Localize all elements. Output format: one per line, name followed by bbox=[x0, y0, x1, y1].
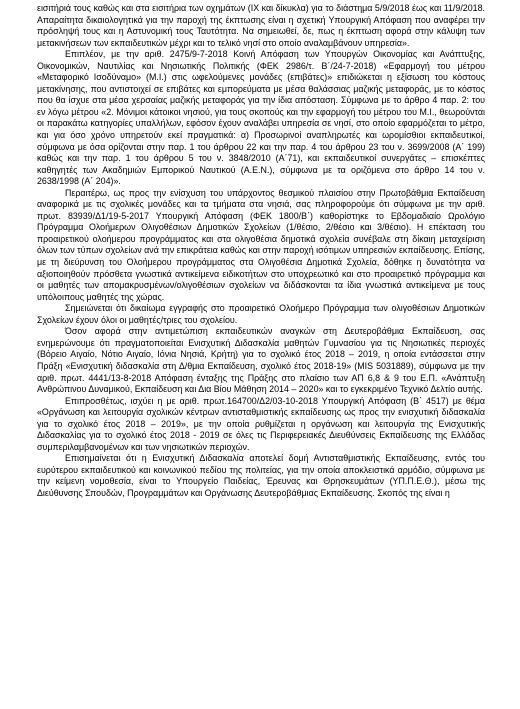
paragraph-transport-equivalent: Επιπλέον, με την αριθ. 2475/9-7-2018 Κοινή Απόφαση των Υπουργών Οικονομίας και Ανάπτυξης, Οικονομικών, Ναυτιλίας και Νησιωτικής Πολιτικής (ΦΕΚ 2986/τ. Β΄/24-7-2018) «Εφαρμογή του μέτρου «Μεταφορικό Ισοδύναμο» (Μ.Ι.) στις ωφελούμενες μονάδες (επιβάτες)» επιδιώκεται η εξίσωση του κόστους μετακίνησης, που αντιστοιχεί σε επιβάτες και εμπορεύματα με μέσα θαλάσσιας μαζικής μεταφοράς, με το κόστος που θα ίσχυε στα μέσα χερσαίας μαζικής μεταφοράς για την ίδια απόσταση. Σύμφωνα με το άρθρο 4 παρ. 2: του εν λόγω μέτρου «2. Μόνιμοι κάτοικοι νησιού, για τους σκοπούς και την εφαρμογή του μέτρου του Μ.Ι., θεωρούνται οι παρακάτω κατηγορίες υπαλλήλων, εφόσον έχουν αναλάβει υπηρεσία σε νησί, στο οποίο εφαρμόζεται το μέτρο, και για όσο χρόνο υπηρετούν εκεί πραγματικά: α) Προσωρινοί αναπληρωτές και ωρομίσθιοι εκπαιδευτικοί, σύμφωνα με όσα ορίζονται στην παρ. 1 του άρθρου 22 και την παρ. 4 του άρθρου 23 του ν. 3699/2008 (Α΄ 199) καθώς και την παρ. 1 του άρθρου 5 του ν. 3848/2010 (Α΄71), και εκπαιδευτικοί συνεργάτες – επισκέπτες καθηγητές των Ακαδημιών Εμπορικού Ναυτικού (Α.Ε.Ν.), σύμφωνα με τα οριζόμενα στο άρθρο 14 του ν. 2638/1998 (Α΄ 204)». bbox=[37, 49, 485, 187]
paragraph-ministerial-decision: Επιπροσθέτως, ισχύει η με αριθ. πρωτ.164700/Δ2/03-10-2018 Υπουργική Απόφαση (Β΄ 4517) με θέμα «Οργάνωση και λειτουργία σχολικών κέντρων αντισταθμιστικής εκπαίδευσης ως προς την ενισχυτική διδασκαλία για το σχολικό έτος 2018 – 2019», με την οποία ρυθμίζεται η οργάνωση και λειτουργία της Ενισχυτικής Διδασκαλίας για το σχολικό έτος 2018 - 2019 σε όλες τις Περιφερειακές Διευθύνσεις Εκπαίδευσης της Ελλάδας συμπεριλαμβανομένων και των νησιωτικών περιοχών. bbox=[37, 395, 485, 452]
paragraph-primary-education: Περαιτέρω, ως προς την ενίσχυση του υπάρχοντος θεσμικού πλαισίου στην Πρωτοβάθμια Εκπαίδευση αναφορικά με τις σχολικές μονάδες και τα τμήματα στα νησιά, σας πληροφορούμε ότι σύμφωνα με την αριθ. πρωτ. 83939/Δ1/19-5-2017 Υπουργική Απόφαση (ΦΕΚ 1800/Β΄) καθορίστηκε το Εβδομαδιαίο Ωρολόγιο Πρόγραμμα Ολοήμερων Ολιγοθέσιων Δημοτικών Σχολείων (1/θέσιο, 2/θέσιο και 3/θέσιο). Η επέκταση του προαιρετικού ολοήμερου προγράμματος και στα ολιγοθέσια δημοτικά σχολεία συνέβαλε στη δίκαιη μεταχείριση όλων των τύπων σχολείων ανά την επικράτεια καθώς και στην παροχή ισότιμων υπηρεσιών εκπαίδευσης. Επίσης, με τη διεύρυνση του Ολοήμερου προγράμματος στα Ολιγοθέσια Δημοτικά Σχολεία, δόθηκε η δυνατότητα να αξιοποιηθούν πρόσθετα γνωστικά αντικείμενα ειδικοτήτων στο υποχρεωτικό και στο προαιρετικό πρόγραμμα και οι μαθητές των απομακρυσμένων/ολιγοθέσιων σχολείων να διδάσκονται τα ίδια γνωστικά αντικείμενα με τους υπόλοιπους μαθητές της χώρας. bbox=[37, 187, 486, 302]
paragraph-continued: εισιτήριά τους καθώς και στα εισιτήρια των οχημάτων (ΙΧ και δίκυκλα) για το διάστημα 5/9/2018 έως και 11/9/2018. Απαραίτητα δικαιολογητικά για την παροχή της έκπτωσης είναι η σχετική Υπουργική Απόφαση που αναφέρει την πρόσληψή τους και η Αστυνομική τους Ταυτότητα. Να σημειωθεί, δε, πως η έκπτωση αφορά στην κάλυψη των μετακινήσεων των εκπαιδευτικών μέχρι και το τελικό νησί στο οποίο αναλαμβάνουν υπηρεσία». bbox=[37, 3, 485, 48]
paragraph-secondary-education: Όσον αφορά στην αντιμετώπιση εκπαιδευτικών αναγκών στη Δευτεροβάθμια Εκπαίδευση, σας ενημερώνουμε ότι πραγματοποιείται Ενισχυτική Διδασκαλία μαθητών Γυμνασίου για τις Νησιωτικές περιοχές (Βόρειο Αιγαίο, Νότιο Αιγαίο, Ιόνια Νησιά, Κρήτη) για το σχολικό έτος 2018 – 2019, η οποία εντάσσεται στην Πράξη «Ενισχυτική διδασκαλία στη Δ/θμια Εκπαίδευση, σχολικό έτος 2018-19» (MIS 5031889), σύμφωνα με την αριθ. πρωτ. 4441/13-8-2018 Απόφαση ένταξης της Πράξης στο πλαίσιο των ΑΠ 6,8 & 9 του Ε.Π. «Ανάπτυξη Ανθρώπινου Δυναμικού, Εκπαίδευση και Δια Βίου Μάθηση 2014 – 2020» και το εγκεκριμένο Τεχνικό Δελτίο αυτής. bbox=[37, 326, 485, 395]
paragraph-remedial-teaching: Επισημαίνεται ότι η Ενισχυτική Διδασκαλία αποτελεί δομή Αντισταθμιστικής Εκπαίδευσης, εντός του ευρύτερου εκπαιδευτικού και κοινωνικού πεδίου της πολιτείας, για την οποία αποκλειστικά αρμόδιο, σύμφωνα με την κείμενη νομοθεσία, είναι το Υπουργείο Παιδείας, Έρευνας και Θρησκευμάτων (ΥΠ.Π.Ε.Θ.), μέσω της Διεύθυνσης Σπουδών, Προγραμμάτων και Οργάνωσης Δευτεροβάθμιας Εκπαίδευσης. Σκοπός της είναι η bbox=[37, 453, 485, 498]
paragraph-all-day-enrollment: Σημειώνεται ότι δικαίωμα εγγραφής στο προαιρετικό Ολοήμερο Πρόγραμμα των ολιγοθέσιων Δημοτικών Σχολείων έχουν όλοι οι μαθητές/τριες του σχολείου. bbox=[37, 303, 485, 325]
document-body bbox=[37, 3, 485, 500]
